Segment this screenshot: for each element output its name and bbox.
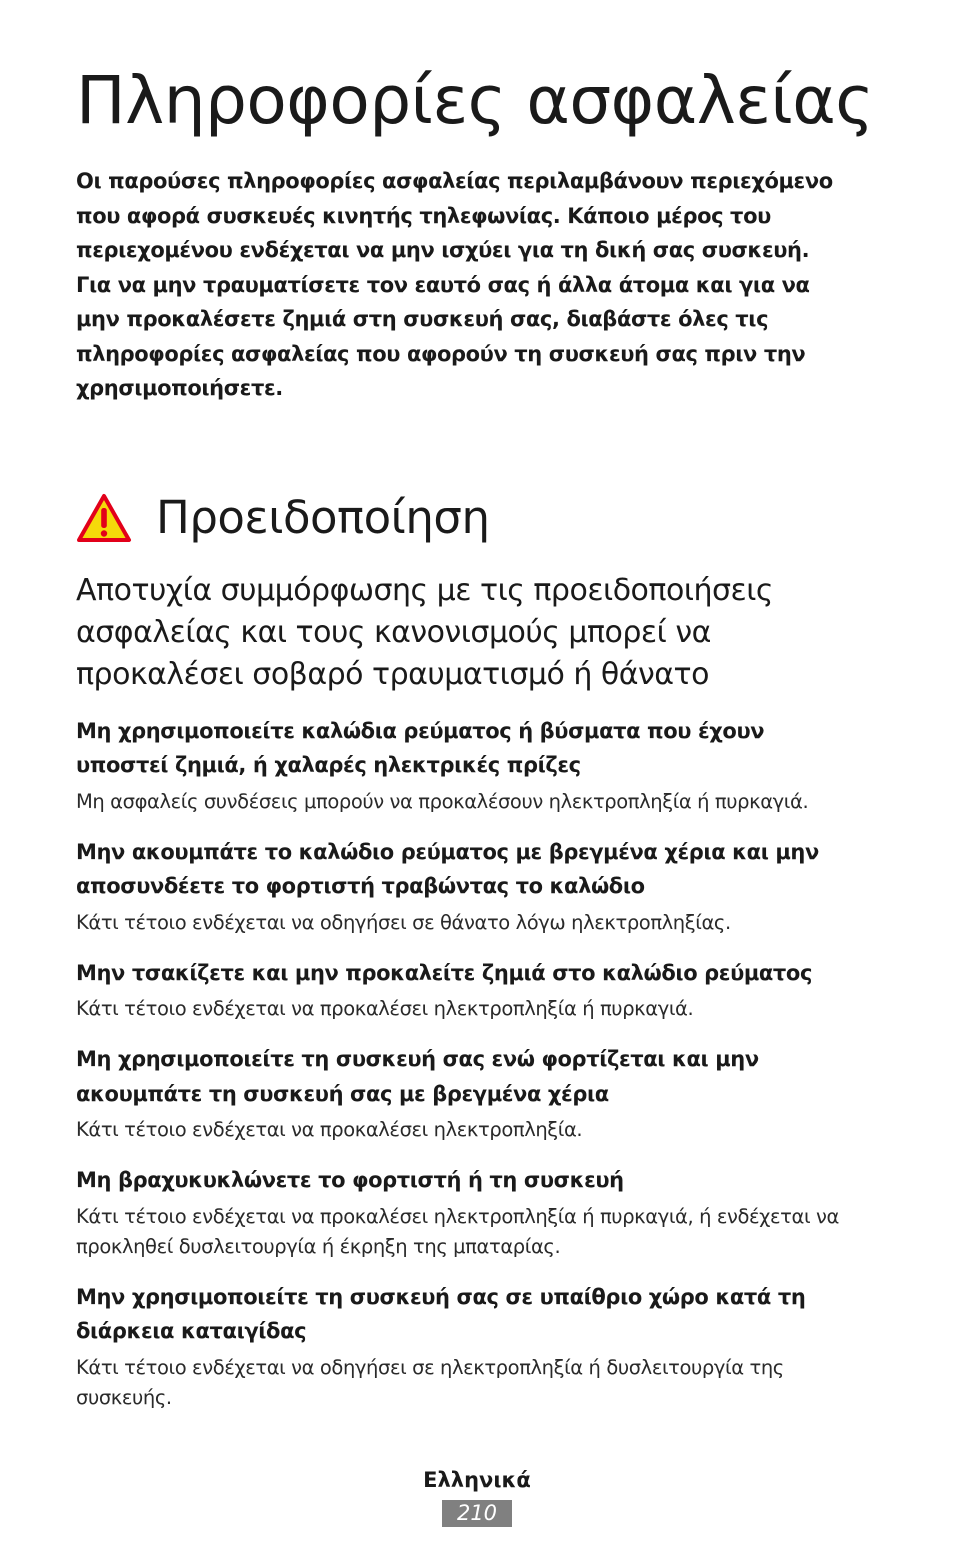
- intro-line: περιεχομένου ενδέχεται να μην ισχύει για τη δική σας συσκευή.: [76, 238, 810, 262]
- warning-item: [76, 1280, 880, 1413]
- intro-line: που αφορά συσκευές κινητής τηλεφωνίας. Κάποιο μέρος του: [76, 203, 771, 228]
- warning-item-title: [76, 1042, 880, 1111]
- item-body-line: Κάτι τέτοιο ενδέχεται να οδηγήσει σε θάνατο λόγω ηλεκτροπληξίας.: [76, 910, 731, 934]
- page-title: Πληροφορίες ασφαλείας: [76, 62, 874, 139]
- intro-line: Οι παρούσες πληροφορίες ασφαλείας περιλαμβάνουν περιεχόμενο: [76, 169, 833, 193]
- warning-item-body: [76, 994, 880, 1024]
- warning-title: Προειδοποίηση: [156, 490, 490, 544]
- intro-paragraph: [76, 164, 880, 406]
- item-title-line: Μη χρησιμοποιείτε τη συσκευή σας ενώ φορτίζεται και μην: [76, 1047, 759, 1071]
- subheading-line: ασφαλείας και τους κανονισμούς μπορεί να: [76, 614, 711, 650]
- warning-header: [76, 488, 880, 548]
- item-body-line: Κάτι τέτοιο ενδέχεται να προκαλέσει ηλεκτροπληξία ή πυρκαγιά.: [76, 997, 694, 1020]
- item-body-line: Κάτι τέτοιο ενδέχεται να προκαλέσει ηλεκτροπληξία ή πυρκαγιά, ή ενδέχεται να: [76, 1204, 839, 1228]
- item-title-line: Μην ακουμπάτε το καλώδιο ρεύματος με βρεγμένα χέρια και μην: [76, 839, 819, 864]
- page-number-badge: 210: [442, 1500, 512, 1527]
- item-title-line: Μη βραχυκυκλώνετε το φορτιστή ή τη συσκευή: [76, 1168, 624, 1192]
- item-title-line: ακουμπάτε τη συσκευή σας με βρεγμένα χέρια: [76, 1081, 609, 1106]
- warning-item-title: [76, 956, 880, 991]
- warning-subheading: [76, 570, 880, 696]
- item-title-line: Μην χρησιμοποιείτε τη συσκευή σας σε υπαίθριο χώρο κατά τη: [76, 1284, 806, 1309]
- warning-item-title: [76, 714, 880, 783]
- warning-item: [76, 1042, 880, 1145]
- item-title-line: υποστεί ζημιά, ή χαλαρές ηλεκτρικές πρίζες: [76, 753, 581, 777]
- warning-item: [76, 1163, 880, 1262]
- item-body-line: συσκευής.: [76, 1385, 172, 1409]
- item-title-line: αποσυνδέετε το φορτιστή τραβώντας το καλώδιο: [76, 874, 645, 898]
- item-title-line: Μην τσακίζετε και μην προκαλείτε ζημιά στο καλώδιο ρεύματος: [76, 960, 813, 985]
- warning-triangle-icon: [76, 493, 132, 543]
- warning-item-title: [76, 1163, 880, 1198]
- warning-item: [76, 956, 880, 1025]
- footer-language: Ελληνικά: [423, 1468, 531, 1492]
- item-body-line: Κάτι τέτοιο ενδέχεται να οδηγήσει σε ηλεκτροπληξία ή δυσλειτουργία της: [76, 1355, 784, 1379]
- warning-item-body: [76, 1115, 880, 1145]
- warning-item-title: [76, 835, 880, 904]
- item-body-line: Μη ασφαλείς συνδέσεις μπορούν να προκαλέσουν ηλεκτροπληξία ή πυρκαγιά.: [76, 789, 809, 813]
- page-footer: [0, 1462, 954, 1527]
- intro-line: Για να μην τραυματίσετε τον εαυτό σας ή άλλα άτομα και για να: [76, 272, 810, 297]
- subheading-line: Αποτυχία συμμόρφωσης με τις προειδοποιήσεις: [76, 572, 773, 608]
- intro-line: μην προκαλέσετε ζημιά στη συσκευή σας, διαβάστε όλες τις: [76, 307, 769, 331]
- item-title-line: διάρκεια καταιγίδας: [76, 1319, 307, 1343]
- warning-item: [76, 714, 880, 817]
- intro-line: χρησιμοποιήσετε.: [76, 376, 283, 400]
- warning-item-title: [76, 1280, 880, 1349]
- warning-item: [76, 835, 880, 938]
- warning-item-body: [76, 787, 880, 817]
- subheading-line: προκαλέσει σοβαρό τραυματισμό ή θάνατο: [76, 656, 709, 692]
- warning-item-body: [76, 1353, 880, 1413]
- item-body-line: προκληθεί δυσλειτουργία ή έκρηξη της μπαταρίας.: [76, 1234, 561, 1258]
- warning-item-body: [76, 908, 880, 938]
- document-page: [76, 0, 880, 1413]
- intro-line: πληροφορίες ασφαλείας που αφορούν τη συσκευή σας πριν την: [76, 341, 806, 366]
- item-title-line: Μη χρησιμοποιείτε καλώδια ρεύματος ή βύσματα που έχουν: [76, 718, 765, 743]
- item-body-line: Κάτι τέτοιο ενδέχεται να προκαλέσει ηλεκτροπληξία.: [76, 1118, 583, 1141]
- warning-item-body: [76, 1202, 880, 1262]
